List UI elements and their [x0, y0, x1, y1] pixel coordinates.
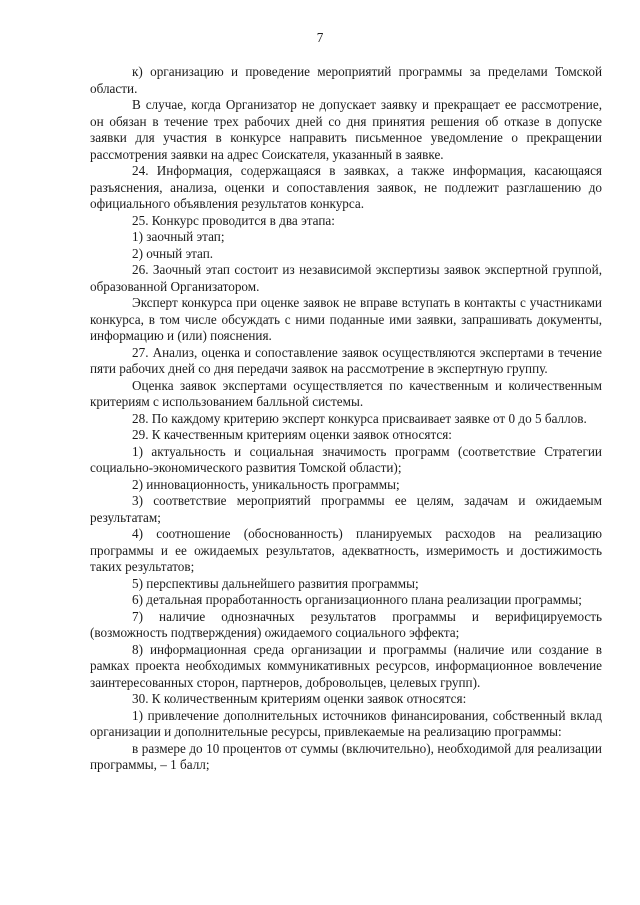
- paragraph: 1) заочный этап;: [132, 229, 225, 244]
- paragraph: 2) инновационность, уникальность программы;: [132, 476, 400, 492]
- paragraph: в размере до 10 процентов от суммы (включительно), необходимой для реализации программы, – 1 балл;: [90, 740, 602, 772]
- paragraph: 3) соответствие мероприятий программы ее целям, задачам и ожидаемым результатам;: [90, 493, 602, 525]
- paragraph: 6) детальная проработанность организационного плана реализации программы;: [132, 592, 582, 607]
- paragraph: 26. Заочный этап состоит из независимой экспертизы заявок экспертной группой, образованной Организатором.: [90, 262, 602, 294]
- paragraph: 2) очный этап.: [132, 245, 214, 261]
- paragraph: 1) актуальность и социальная значимость программ (соответствие Стратегии социально-экономического развития Томской области);: [90, 443, 602, 475]
- page-number: 7: [316, 30, 324, 45]
- paragraph: Оценка заявок экспертами осуществляется по качественным и количественным критериям с использованием балльной системы.: [90, 377, 602, 409]
- paragraph: 30. К количественным критериям оценки заявок относятся:: [132, 691, 467, 706]
- document-body: [90, 64, 602, 774]
- paragraph: 7) наличие однозначных результатов программы и верифицируемость (возможность подтверждения) ожидаемого социального эффекта;: [90, 608, 602, 640]
- paragraph: 1) привлечение дополнительных источников финансирования, собственный вклад организации и дополнительные ресурсы, привлекаемые на реализацию программы:: [90, 707, 602, 739]
- paragraph: 25. Конкурс проводится в два этапа:: [132, 212, 335, 228]
- paragraph: Эксперт конкурса при оценке заявок не вправе вступать в контакты с участниками конкурса, в том числе обсуждать с ними поданные ими заявки, запрашивать документы, информацию и (или) пояснения.: [90, 295, 602, 343]
- paragraph: 29. К качественным критериям оценки заявок относятся:: [132, 427, 452, 442]
- paragraph: 27. Анализ, оценка и сопоставление заявок осуществляются экспертами в течение пяти рабочих дней со дня передачи заявок на рассмотрение в экспертную группу.: [90, 344, 602, 376]
- paragraph: В случае, когда Организатор не допускает заявку и прекращает ее рассмотрение, он обязан в течение трех рабочих дней со дня принятия решения об отказе в допуске заявки для участия в конкурсе направить письменное уведомление о прекращении рассмотрения заявки на адрес Соискателя, указанный в заявке.: [90, 97, 602, 162]
- paragraph: к) организацию и проведение мероприятий программы за пределами Томской области.: [90, 64, 602, 96]
- paragraph: 28. По каждому критерию эксперт конкурса присваивает заявке от 0 до 5 баллов.: [132, 410, 587, 426]
- paragraph: 8) информационная среда организации и программы (наличие или создание в рамках проекта необходимых коммуникативных ресурсов, информационное вовлечение заинтересованных сторон, партнеров, добровольцев, целевых групп).: [90, 641, 602, 690]
- paragraph: 5) перспективы дальнейшего развития программы;: [132, 575, 419, 591]
- paragraph: 24. Информация, содержащаяся в заявках, а также информация, касающаяся разъяснения, анализа, оценки и сопоставления заявок, не подлежит разглашению до официального объявления результатов конкурса.: [90, 163, 602, 211]
- paragraph: 4) соотношение (обоснованность) планируемых расходов на реализацию программы и ее ожидаемых результатов, адекватность, измеримость и достижимость таких результатов;: [90, 526, 602, 574]
